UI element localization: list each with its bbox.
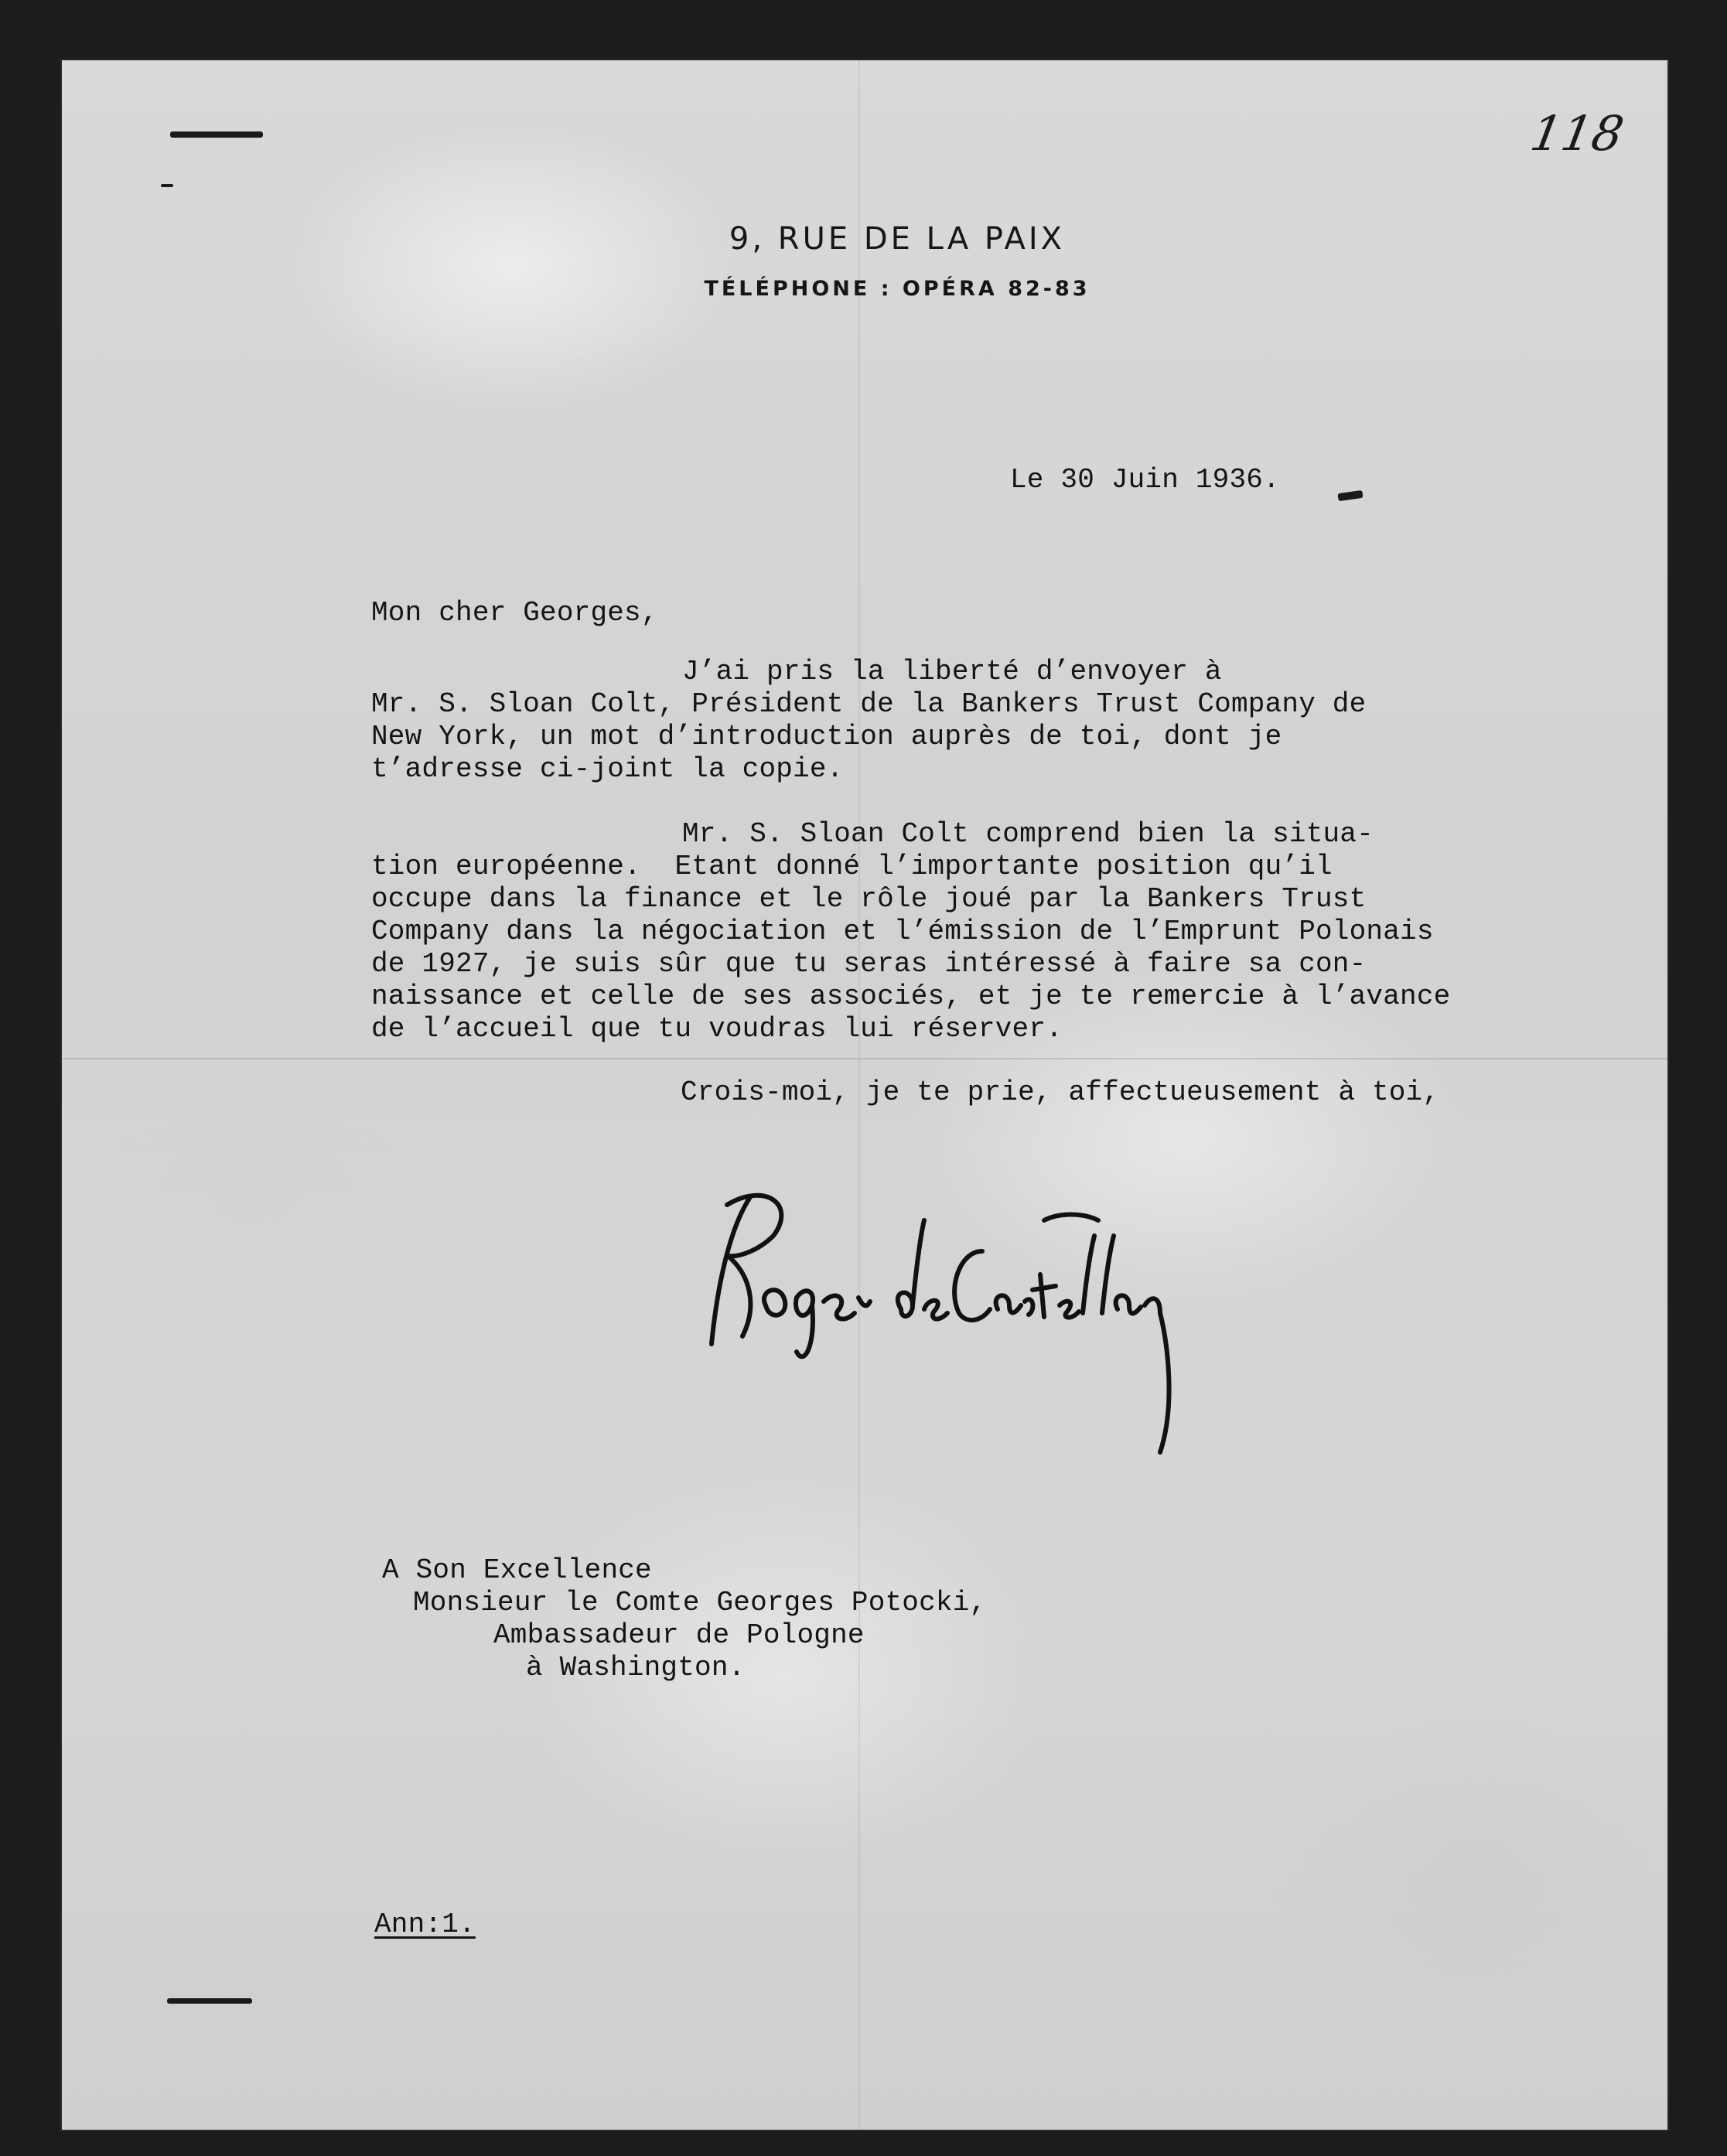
addressee-line-1: A Son Excellence (382, 1554, 652, 1586)
addressee-line-2: Monsieur le Comte Georges Potocki, (413, 1587, 987, 1619)
paragraph-1-line-4: t’adresse ci-joint la copie. (371, 753, 844, 785)
letterhead-address: 9, RUE DE LA PAIX (729, 221, 1066, 257)
paragraph-2-line-5: de 1927, je suis sûr que tu seras intéressé à faire sa con- (371, 948, 1367, 980)
margin-mark-top (170, 131, 263, 138)
addressee-line-3: Ambassadeur de Pologne (493, 1619, 865, 1651)
margin-mark-bottom (167, 1998, 252, 2004)
paragraph-2-line-2: tion européenne. Etant donné l’importante position qu’il (371, 851, 1333, 882)
paragraph-2-line-6: naissance et celle de ses associés, et je te remercie à l’avance (371, 981, 1451, 1012)
fold-crease-horizontal (62, 1058, 1667, 1059)
letter-date: Le 30 Juin 1936. (1010, 464, 1280, 496)
letter-page (62, 60, 1667, 2130)
signature (681, 1174, 1222, 1561)
paragraph-2-line-7: de l’accueil que tu voudras lui réserver. (371, 1013, 1063, 1045)
paragraph-2-line-4: Company dans la négociation et l’émission de l’Emprunt Polonais (371, 916, 1434, 947)
folio-number: 118 (1526, 105, 1628, 162)
ink-dot (1337, 490, 1363, 501)
enclosure-note: Ann:1. (374, 1909, 476, 1940)
paragraph-1-line-2: Mr. S. Sloan Colt, Président de la Bankers Trust Company de (371, 688, 1367, 720)
paragraph-1-line-3: New York, un mot d’introduction auprès de toi, dont je (371, 721, 1282, 752)
paragraph-2-line-1: Mr. S. Sloan Colt comprend bien la situa- (682, 818, 1374, 850)
salutation: Mon cher Georges, (371, 597, 658, 629)
closing-line: Crois-moi, je te prie, affectueusement à toi, (681, 1076, 1440, 1108)
margin-mark-top-small (161, 184, 173, 187)
letterhead-telephone: TÉLÉPHONE : OPÉRA 82-83 (704, 277, 1090, 301)
paragraph-1-line-1: J’ai pris la liberté d’envoyer à (682, 656, 1222, 687)
addressee-line-4: à Washington. (526, 1652, 746, 1684)
paragraph-2-line-3: occupe dans la finance et le rôle joué par la Bankers Trust (371, 883, 1367, 915)
